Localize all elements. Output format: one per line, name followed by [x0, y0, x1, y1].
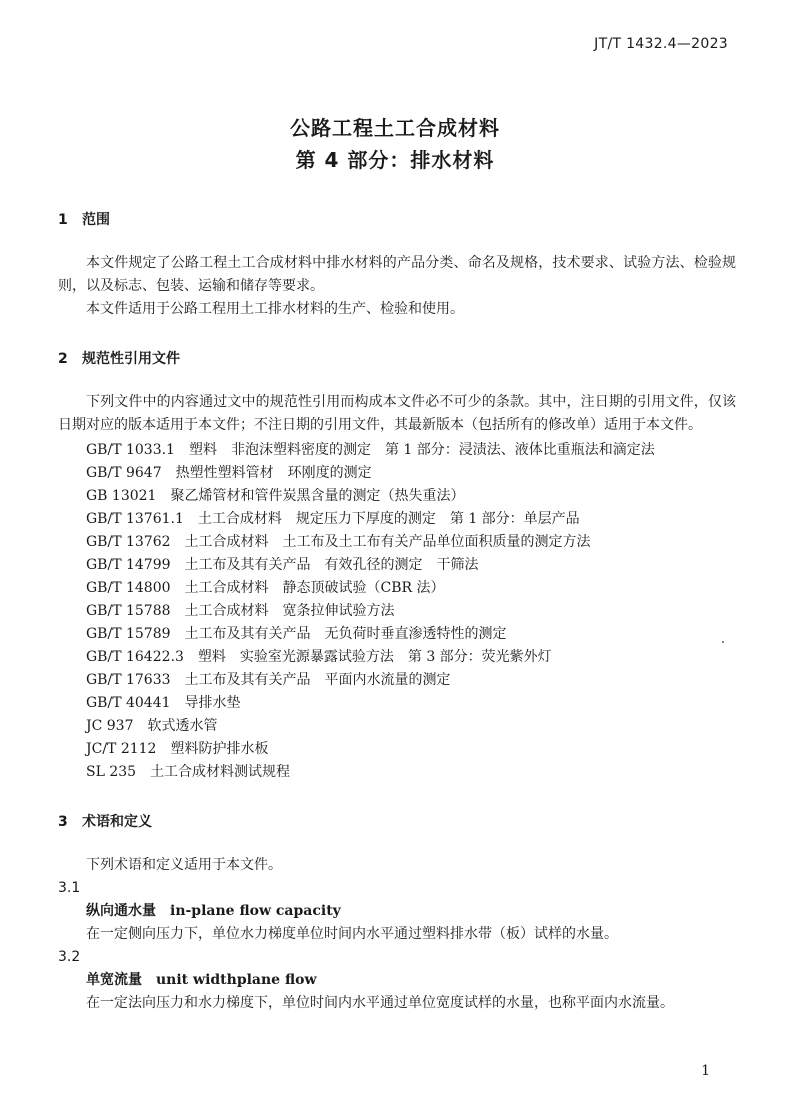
term-name-en: in-plane flow capacity	[170, 903, 341, 919]
reference-title: 土工合成材料 静态顶破试验（CBR 法）	[184, 580, 445, 596]
reference-item	[58, 600, 736, 623]
term-definition: 在一定侧向压力下，单位水力梯度单位时间内水平通过塑料排水带（板）试样的水量。	[86, 926, 618, 942]
paragraph: 下列文件中的内容通过文中的规范性引用而构成本文件必不可少的条款。其中，注日期的引用文件，仅该日期对应的版本适用于本文件；不注日期的引用文件，其最新版本（包括所有的修改单）适用于本文件。	[58, 394, 736, 433]
reference-item	[58, 715, 736, 738]
reference-title: 土工布及其有关产品 有效孔径的测定 干筛法	[184, 557, 479, 573]
reference-item	[58, 439, 736, 462]
reference-code: JC 937	[86, 718, 134, 734]
term-number: 3.2	[58, 949, 81, 965]
section-number: 1	[58, 212, 68, 228]
reference-code: GB/T 9647	[86, 465, 162, 481]
reference-item	[58, 623, 736, 646]
reference-title: 热塑性塑料管材 环刚度的测定	[175, 465, 372, 481]
standard-code: JT/T 1432.4—2023	[594, 36, 728, 52]
term-definition: 在一定法向压力和水力梯度下，单位时间内水平通过单位宽度试样的水量，也称平面内水流量。	[86, 995, 674, 1011]
reference-code: GB/T 40441	[86, 695, 171, 711]
reference-item	[58, 669, 736, 692]
document-title	[0, 112, 790, 176]
reference-code: SL 235	[86, 764, 137, 780]
reference-title: 土工合成材料 土工布及土工布有关产品单位面积质量的测定方法	[184, 534, 591, 550]
reference-title: 土工布及其有关产品 无负荷时垂直渗透特性的测定	[184, 626, 507, 642]
reference-item	[58, 761, 736, 784]
term-name	[58, 969, 736, 992]
reference-list	[58, 439, 736, 784]
term-number: 3.1	[58, 880, 81, 896]
reference-title: 土工布及其有关产品 平面内水流量的测定	[184, 672, 451, 688]
term-name-en: unit widthplane flow	[156, 972, 317, 988]
section-terms-definitions	[58, 812, 736, 1015]
reference-title: 软式透水管	[147, 718, 218, 734]
reference-item	[58, 462, 736, 485]
page-number: 1	[701, 1063, 710, 1079]
reference-item	[58, 646, 736, 669]
section-heading	[58, 210, 736, 230]
section-number: 3	[58, 814, 68, 830]
section-number: 2	[58, 351, 68, 367]
term-name-zh: 单宽流量	[86, 972, 142, 988]
reference-title: 导排水垫	[184, 695, 241, 711]
title-line-1: 公路工程土工合成材料	[290, 116, 500, 140]
reference-item	[58, 577, 736, 600]
reference-item	[58, 508, 736, 531]
reference-item	[58, 692, 736, 715]
scan-speck	[722, 641, 724, 643]
paragraph: 下列术语和定义适用于本文件。	[86, 857, 282, 873]
reference-code: GB/T 13761.1	[86, 511, 184, 527]
reference-code: GB/T 15789	[86, 626, 171, 642]
term-entry	[58, 877, 736, 946]
reference-title: 土工合成材料测试规程	[150, 764, 291, 780]
reference-code: GB/T 17633	[86, 672, 171, 688]
paragraph: 本文件规定了公路工程土工合成材料中排水材料的产品分类、命名及规格，技术要求、试验方法、检验规则，以及标志、包装、运输和储存等要求。	[58, 255, 736, 294]
reference-code: JC/T 2112	[86, 741, 157, 757]
reference-code: GB 13021	[86, 488, 157, 504]
title-line-2: 第 4 部分：排水材料	[295, 148, 495, 172]
reference-item	[58, 738, 736, 761]
reference-item	[58, 485, 736, 508]
term-name	[58, 900, 736, 923]
reference-code: GB/T 14799	[86, 557, 171, 573]
reference-title: 聚乙烯管材和管件炭黑含量的测定（热失重法）	[170, 488, 465, 504]
section-title: 范围	[82, 212, 110, 228]
section-heading	[58, 812, 736, 832]
reference-code: GB/T 14800	[86, 580, 171, 596]
term-name-zh: 纵向通水量	[86, 903, 156, 919]
reference-title: 塑料 非泡沫塑料密度的测定 第 1 部分：浸渍法、液体比重瓶法和滴定法	[188, 442, 655, 458]
reference-title: 塑料 实验室光源暴露试验方法 第 3 部分：荧光紫外灯	[197, 649, 552, 665]
reference-title: 土工合成材料 规定压力下厚度的测定 第 1 部分：单层产品	[197, 511, 580, 527]
reference-code: GB/T 1033.1	[86, 442, 175, 458]
reference-item	[58, 531, 736, 554]
reference-title: 塑料防护排水板	[170, 741, 269, 757]
section-scope	[58, 210, 736, 321]
reference-item	[58, 554, 736, 577]
section-title: 规范性引用文件	[82, 351, 180, 367]
section-normative-references	[58, 349, 736, 784]
reference-code: GB/T 15788	[86, 603, 171, 619]
paragraph: 本文件适用于公路工程用土工排水材料的生产、检验和使用。	[86, 301, 464, 317]
section-heading	[58, 349, 736, 369]
reference-code: GB/T 16422.3	[86, 649, 184, 665]
section-title: 术语和定义	[82, 814, 152, 830]
reference-code: GB/T 13762	[86, 534, 171, 550]
term-entry	[58, 946, 736, 1015]
document-body	[58, 210, 736, 1043]
reference-title: 土工合成材料 宽条拉伸试验方法	[184, 603, 395, 619]
